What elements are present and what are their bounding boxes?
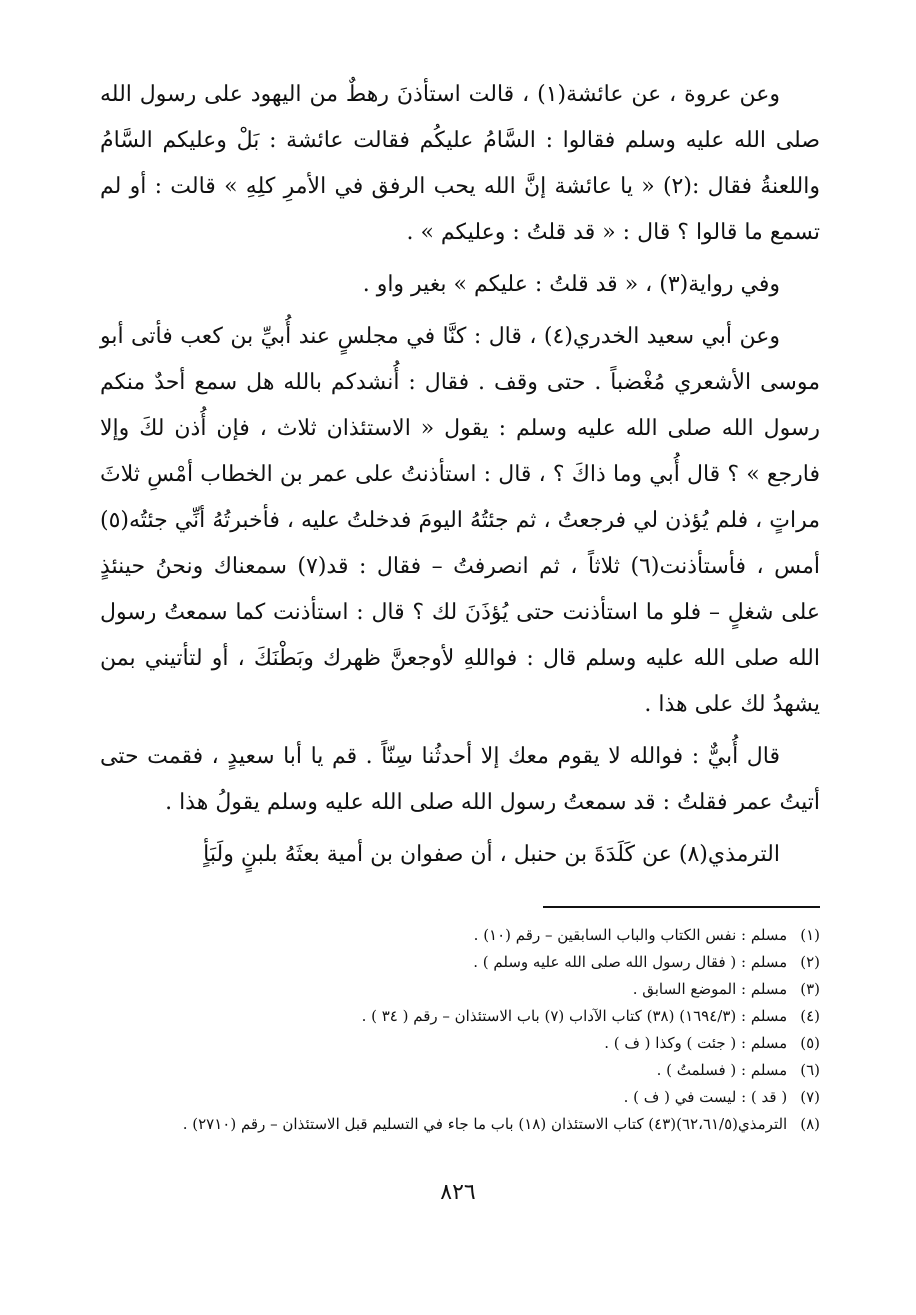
footnote-item (100, 922, 820, 949)
footnote-text: ( قد ) : ليست في ( ف ) . (623, 1088, 788, 1106)
footnote-item (100, 949, 820, 976)
page-number: ٨٢٦ (440, 1180, 476, 1205)
footnotes-list (100, 922, 820, 1138)
footnote-separator (543, 906, 820, 908)
footnote-number: (٢) (800, 953, 820, 971)
footnote-item (100, 1084, 820, 1111)
footnote-number: (٦) (800, 1061, 820, 1079)
footnote-text: مسلم : نفس الكتاب والباب السابقين – رقم (١٠) . (473, 926, 788, 944)
paragraph-ubayy-reply: قال أُبيٌّ : فوالله لا يقوم معك إلا أحدثُنا سِنّاً . قم يا أبا سعيدٍ ، فقمت حتى أتيتُ عمر فقلتُ : قد سمعتُ رسول الله صلى الله عليه وسلم يقولُ هذا . (100, 744, 820, 815)
paragraph-tirmidhi: الترمذي(٨) عن كَلَدَةَ بن حنبل ، أن صفوان بن أمية بعثَهُ بلبنٍ ولَبَأٍ (203, 842, 780, 867)
footnote-number: (١) (800, 926, 820, 944)
footnote-text: الترمذي(٦٢،٦١/٥)(٤٣) كتاب الاستئذان (١٨) باب ما جاء في التسليم قبل الاستئذان – رقم (٢٧١٠) . (182, 1115, 788, 1133)
footnote-item (100, 1057, 820, 1084)
footnote-number: (٥) (800, 1034, 820, 1052)
paragraph-abu-saeed-hadith: وعن أبي سعيد الخدري(٤) ، قال : كنَّا في مجلسٍ عند أُبيِّ بن كعب فأتى أبو موسى الأشعري مُغْضباً . حتى وقف . فقال : أُنشدكم بالله هل سمع أحدٌ منكم رسول الله صلى الله عليه وسلم : يقول « الاستئذان ثلاث ، فإن أُذن لكَ وإلا فارجع » ؟ قال أُبي وما ذاكَ ؟ ، قال : استأذنتُ على عمر بن الخطاب أمْسِ ثلاثَ مراتٍ ، فلم يُؤذن لي فرجعتُ ، ثم جئتُهُ اليومَ فدخلتُ عليه ، فأخبرتُهُ أنِّي جئتُه(٥) أمس ، فأستأذنت(٦) ثلاثاً ، ثم انصرفتُ – فقال : قد(٧) سمعناك ونحنُ حينئذٍ على شغلٍ – فلو ما استأذنت حتى يُؤذَنَ لك ؟ قال : استأذنت كما سمعتُ رسول الله صلى الله عليه وسلم قال : فواللهِ لأوجعنَّ ظهرك وبَطْنَكَ ، أو لتأتيني بمن يشهدُ لك على هذا . (100, 324, 821, 717)
footnote-number: (٧) (800, 1088, 820, 1106)
paragraph-aisha-hadith: وعن عروة ، عن عائشة(١) ، قالت استأذنَ رهطٌ من اليهود على رسول الله صلى الله عليه وسلم فقالوا : السَّامُ عليكُم فقالت عائشة : بَلْ وعليكم السَّامُ واللعنةُ فقال :(٢) « يا عائشة إنَّ الله يحب الرفق في الأمرِ كلِهِ » قالت : أو لم تسمع ما قالوا ؟ قال : « قد قلتُ : وعليكم » . (100, 82, 820, 245)
footnote-text: مسلم : ( فسلمتُ ) . (656, 1061, 788, 1079)
footnote-text: مسلم : الموضع السابق . (632, 980, 788, 998)
footnote-item (100, 1111, 820, 1138)
footnote-text: مسلم : (١٦٩٤/٣) (٣٨) كتاب الآداب (٧) باب الاستئذان – رقم ( ٣٤ ) . (361, 1007, 788, 1025)
footnote-item (100, 1003, 820, 1030)
footnote-text: مسلم : ( جئت ) وكذا ( ف ) . (604, 1034, 788, 1052)
footnote-number: (٤) (800, 1007, 820, 1025)
footnote-text: مسلم : ( فقال رسول الله صلى الله عليه وسلم ) . (473, 953, 788, 971)
footnote-item (100, 1030, 820, 1057)
footnote-item (100, 976, 820, 1003)
main-text (100, 72, 820, 878)
paragraph-other-narration: وفي رواية(٣) ، « قد قلتُ : عليكم » بغير واو . (362, 272, 780, 297)
footnote-number: (٣) (800, 980, 820, 998)
footnote-number: (٨) (800, 1115, 820, 1133)
